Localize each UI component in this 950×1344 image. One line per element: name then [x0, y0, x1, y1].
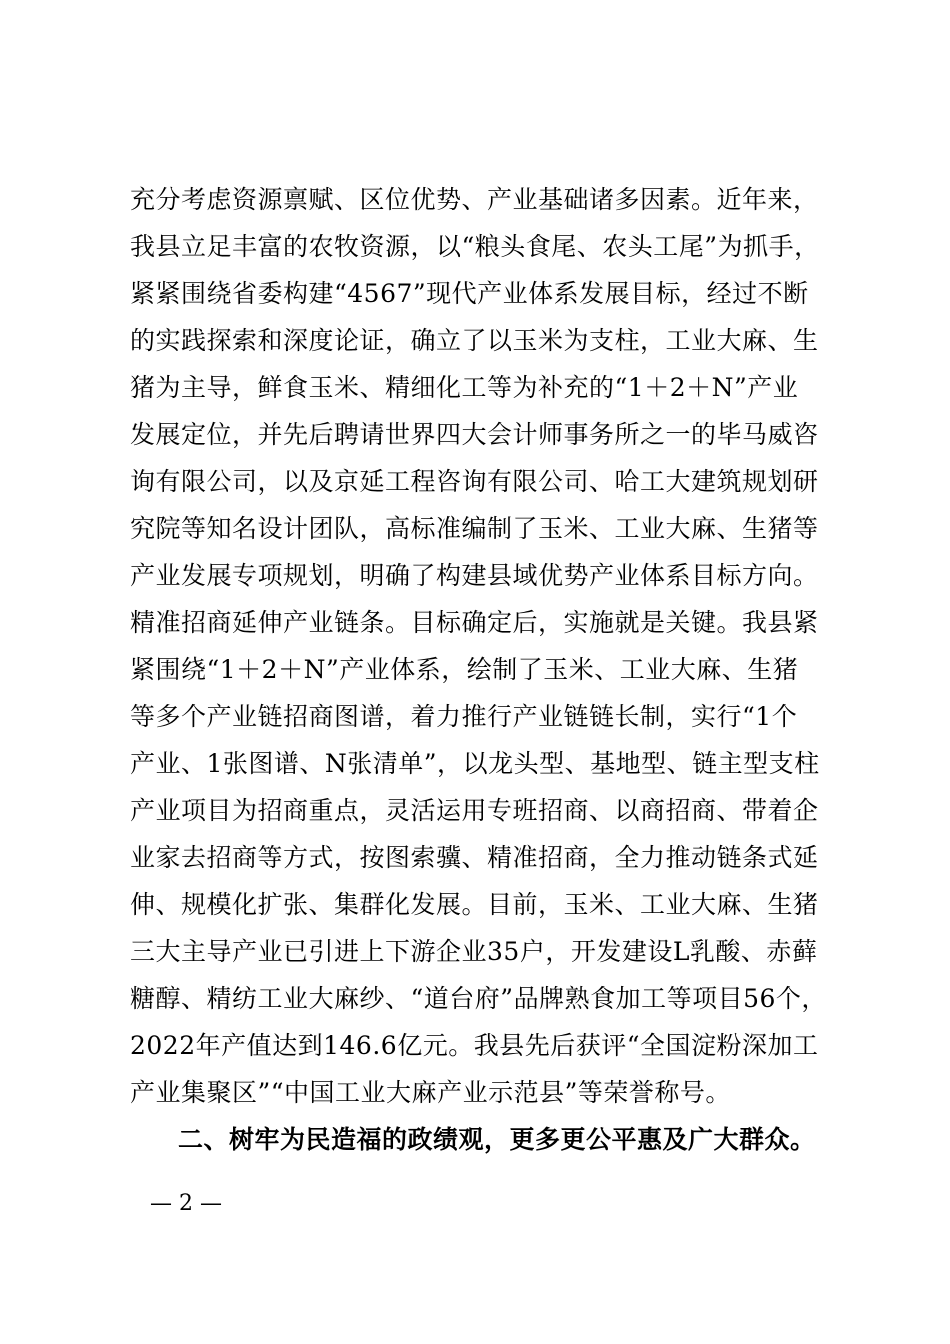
body-text-line: 我县立足丰富的农牧资源，以“粮头食尾、农头工尾”为抓手，: [130, 232, 820, 261]
body-text-line: 精准招商延伸产业链条。目标确定后，实施就是关键。我县紧: [130, 608, 819, 637]
body-text-line: 糖醇、精纺工业大麻纱、“道台府”品牌熟食加工等项目56个，: [130, 984, 827, 1013]
body-text-line: 猪为主导，鲜食玉米、精细化工等为补充的“1＋2＋N”产业: [130, 373, 799, 402]
body-text-line: 伸、规模化扩张、集群化发展。目前，玉米、工业大麻、生猪: [130, 890, 819, 919]
body-text-line: 产业、1张图谱、N张清单”，以龙头型、基地型、链主型支柱: [130, 749, 820, 778]
body-text-line: 产业集聚区”“中国工业大麻产业示范县”等荣誉称号。: [130, 1078, 731, 1107]
body-text-line: 产业项目为招商重点，灵活运用专班招商、以商招商、带着企: [130, 796, 819, 825]
body-text-line: 等多个产业链招商图谱，着力推行产业链链长制，实行“1个: [130, 702, 798, 731]
body-text-line: 产业发展专项规划，明确了构建县域优势产业体系目标方向。: [130, 561, 819, 590]
section-heading: 二、树牢为民造福的政绩观，更多更公平惠及广大群众。: [178, 1125, 816, 1154]
page-number: — 2 —: [150, 1191, 222, 1216]
body-text-line: 紧紧围绕省委构建“4567”现代产业体系发展目标，经过不断: [130, 279, 809, 308]
body-text-line: 充分考虑资源禀赋、区位优势、产业基础诸多因素。近年来，: [130, 185, 819, 214]
body-text-line: 三大主导产业已引进上下游企业35户，开发建设L乳酸、赤藓: [130, 937, 818, 966]
body-text-line: 紧围绕“1＋2＋N”产业体系，绘制了玉米、工业大麻、生猪: [130, 655, 799, 684]
body-text-line: 发展定位，并先后聘请世界四大会计师事务所之一的毕马威咨: [130, 420, 819, 449]
body-text-line: 2022年产值达到146.6亿元。我县先后获评“全国淀粉深加工: [130, 1031, 819, 1060]
body-text-line: 业家去招商等方式，按图索骥、精准招商，全力推动链条式延: [130, 843, 819, 872]
body-text-line: 的实践探索和深度论证，确立了以玉米为支柱，工业大麻、生: [130, 326, 819, 355]
body-text-line: 究院等知名设计团队，高标准编制了玉米、工业大麻、生猪等: [130, 514, 819, 543]
body-text-line: 询有限公司，以及京延工程咨询有限公司、哈工大建筑规划研: [130, 467, 819, 496]
